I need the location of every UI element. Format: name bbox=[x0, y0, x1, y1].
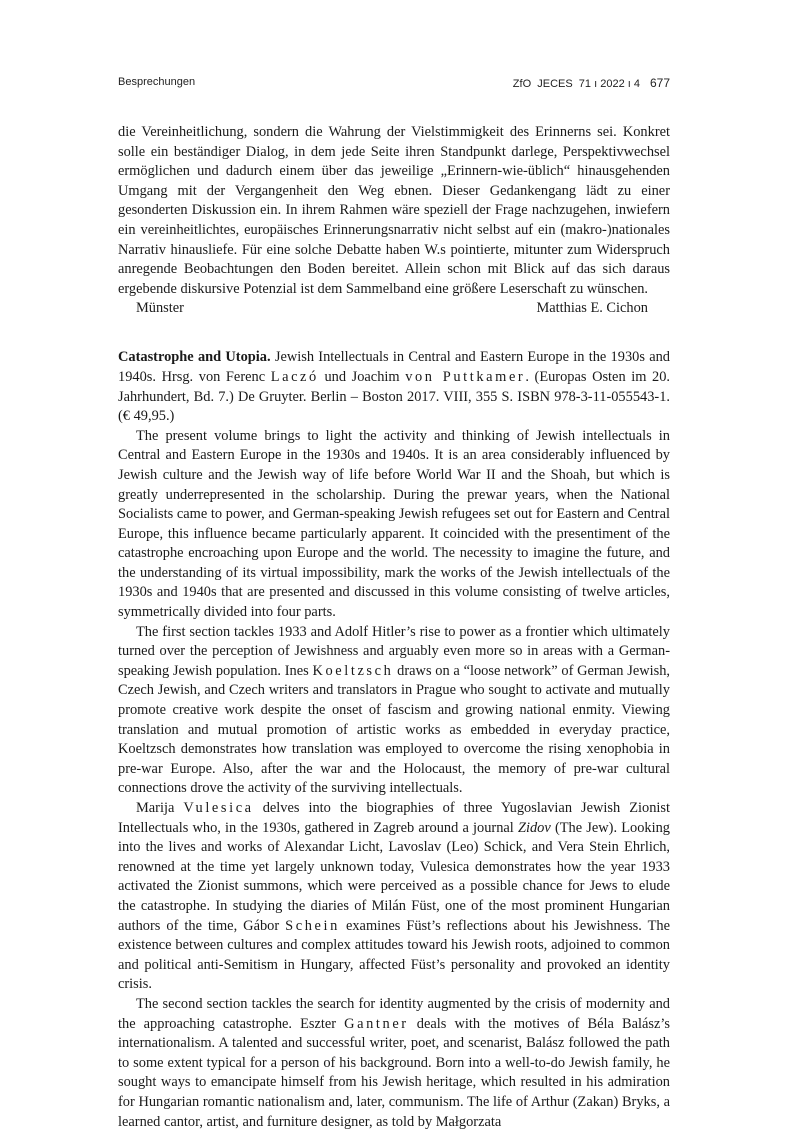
reviewer-name: Matthias E. Cichon bbox=[536, 300, 648, 317]
book-details: . (Europas Osten im 20. Jahrhundert, Bd. 7.) De Gruyter. Berlin – Boston 2017. VIII, 355 S. ISBN 978-3-11-055543-1. (€ 49,95.) bbox=[118, 368, 671, 425]
review-paragraph: The present volume brings to light the activity and thinking of Jewish intellectuals in Central and Eastern Europe in the 1930s and 1940s. It is an area considerably influenced by Jewish culture and the Jewish way of life before World War II and the Shoah, but which is greatly underrepresented in the scholarship. During the prewar years, when the National Socialists came to power, and German-speaking Jewish refugees set out for Eastern and Central Europe, this influence became particularly apparent. It coincided with the presentiment of the catastrophe encroaching upon Europe and the world. The necessity to imagine the future, and the understanding of its virtual impossibility, mark the works of the Jewish intellectuals of the 1930s and 1940s that are presented and discussed in this volume consisting of twelve articles, symmetrically divided into four parts. bbox=[118, 427, 670, 621]
body-text bbox=[118, 123, 670, 1132]
author-name: Schein bbox=[285, 917, 340, 934]
paragraph-text: examines Füst’s reflections about his Jewishness. The existence between cultures and complex attitudes toward his Jewish roots, adjoined to common and political anti-Semitism in Hungary, affected Füst’s personality and provoked an identity crisis. bbox=[118, 917, 670, 993]
paragraph-text: deals with the motives of Béla Balász’s internationalism. A talented and successful writer, poet, and scenarist, Balász followed the path to some extent typical for a person of his background. Born into a well-to-do Jewish family, he sought ways to emancipate himself from his Jewish heritage, which resulted in his admiration for Hungarian romantic nationalism and, later, communism. The life of Arthur (Zakan) Bryks, a learned cantor, artist, and furniture designer, as told by Małgorzata bbox=[118, 1015, 670, 1130]
review-header bbox=[118, 348, 670, 426]
journal-label: ZfO JECES 71 ı 2022 ı 4 bbox=[512, 78, 640, 90]
paragraph-text: The first section tackles 1933 and Adolf Hitler’s rise to power as a frontier which ultimately turned over the perception of Jewishness and arguably even more so in areas with a German-speaking Jewish population. Ines bbox=[118, 623, 670, 679]
paragraph-text: (The Jew). Looking into the lives and works of Alexandar Licht, Lavoslav (Leo) Schick, and Vera Stein Ehrlich, renowned at the time yet largely unknown today, Vulesica demonstrates how the year 1933 activated the Zionist summons, which were perceived as a possible chance for Jews to elude the catastrophe. In studying the diaries of Milán Füst, one of the most prominent Hungarian authors of the time, Gábor bbox=[118, 819, 670, 934]
paragraph-text: Marija bbox=[136, 800, 184, 816]
section-label: Besprechungen bbox=[118, 76, 196, 88]
editor-name: von Puttkamer bbox=[405, 368, 526, 385]
paragraph-text: The second section tackles the search for identity augmented by the crisis of modernity and the approaching catastrophe. Eszter bbox=[118, 995, 670, 1032]
journal-info bbox=[513, 76, 670, 90]
book-subtitle: Jewish Intellectuals in Central and Eastern Europe in the 1930s and 1940s. Hrsg. von Ferenc bbox=[118, 349, 670, 385]
review-paragraph bbox=[118, 799, 670, 995]
reviewer-place: Münster bbox=[136, 300, 184, 317]
previous-review-paragraph: die Vereinheitlichung, sondern die Wahrung der Vielstimmigkeit des Erinnerns sei. Konkret solle ein beständiger Dialog, in dem jede Seite ihren Standpunkt darlege, Perspektivwechsel ermöglichen und dadurch einem über das jeweilige „Erinnern-wie-üblich“ hinausgehenden Umgang mit der Vergangenheit den Weg ebnen. Dieser Gedankengang lädt zu einer gesonderten Diskussion ein. In ihrem Rahmen wäre speziell der Frage nachzugehen, inwiefern ein vereinheitlichtes, europäisches Erinnerungsnarrativ nicht selbst auf ein (makro-)nationales Narrativ hinausliefe. Für eine solche Debatte haben W.s pointierte, mitunter zum Widerspruch anregende Beobachtungen den Boden bereitet. Allein schon mit Blick auf das sich daraus ergebende diskursive Potenzial ist dem Sammelband eine größere Leserschaft zu wünschen. bbox=[118, 124, 670, 297]
review-paragraph bbox=[118, 995, 670, 1132]
previous-review-signature bbox=[118, 299, 670, 319]
paragraph-text: draws on a “loose network” of German Jewish, Czech Jewish, and Czech writers and translators in Prague who sought to activate and mutually promote creative work despite the onset of fascism and growing national enmity. Viewing translation and mutual promotion of artistic works as embedded in everyday practice, Koeltzsch demonstrates how translation was employed to overcome the rising xenophobia in pre-war Europe. Also, after the war and the Holocaust, the memory of pre-war cultural connections drove the activity of the surviving intellectuals. bbox=[118, 662, 670, 797]
book-title: Catastrophe and Utopia. bbox=[118, 349, 271, 366]
paragraph-text: delves into the biographies of three Yugoslavian Jewish Zionist Intellectuals who, in the 1930s, gathered in Zagreb around a journal bbox=[118, 800, 670, 836]
review-paragraph bbox=[118, 623, 670, 799]
book-subtitle-mid: und Joachim bbox=[318, 368, 406, 385]
page-number: 677 bbox=[649, 76, 670, 90]
running-head bbox=[118, 76, 670, 92]
author-name: Gantner bbox=[344, 1015, 409, 1032]
editor-name: Laczó bbox=[270, 368, 319, 385]
journal-title: Zidov bbox=[517, 819, 551, 836]
author-name: Koeltzsch bbox=[312, 662, 394, 679]
author-name: Vulesica bbox=[183, 800, 254, 816]
